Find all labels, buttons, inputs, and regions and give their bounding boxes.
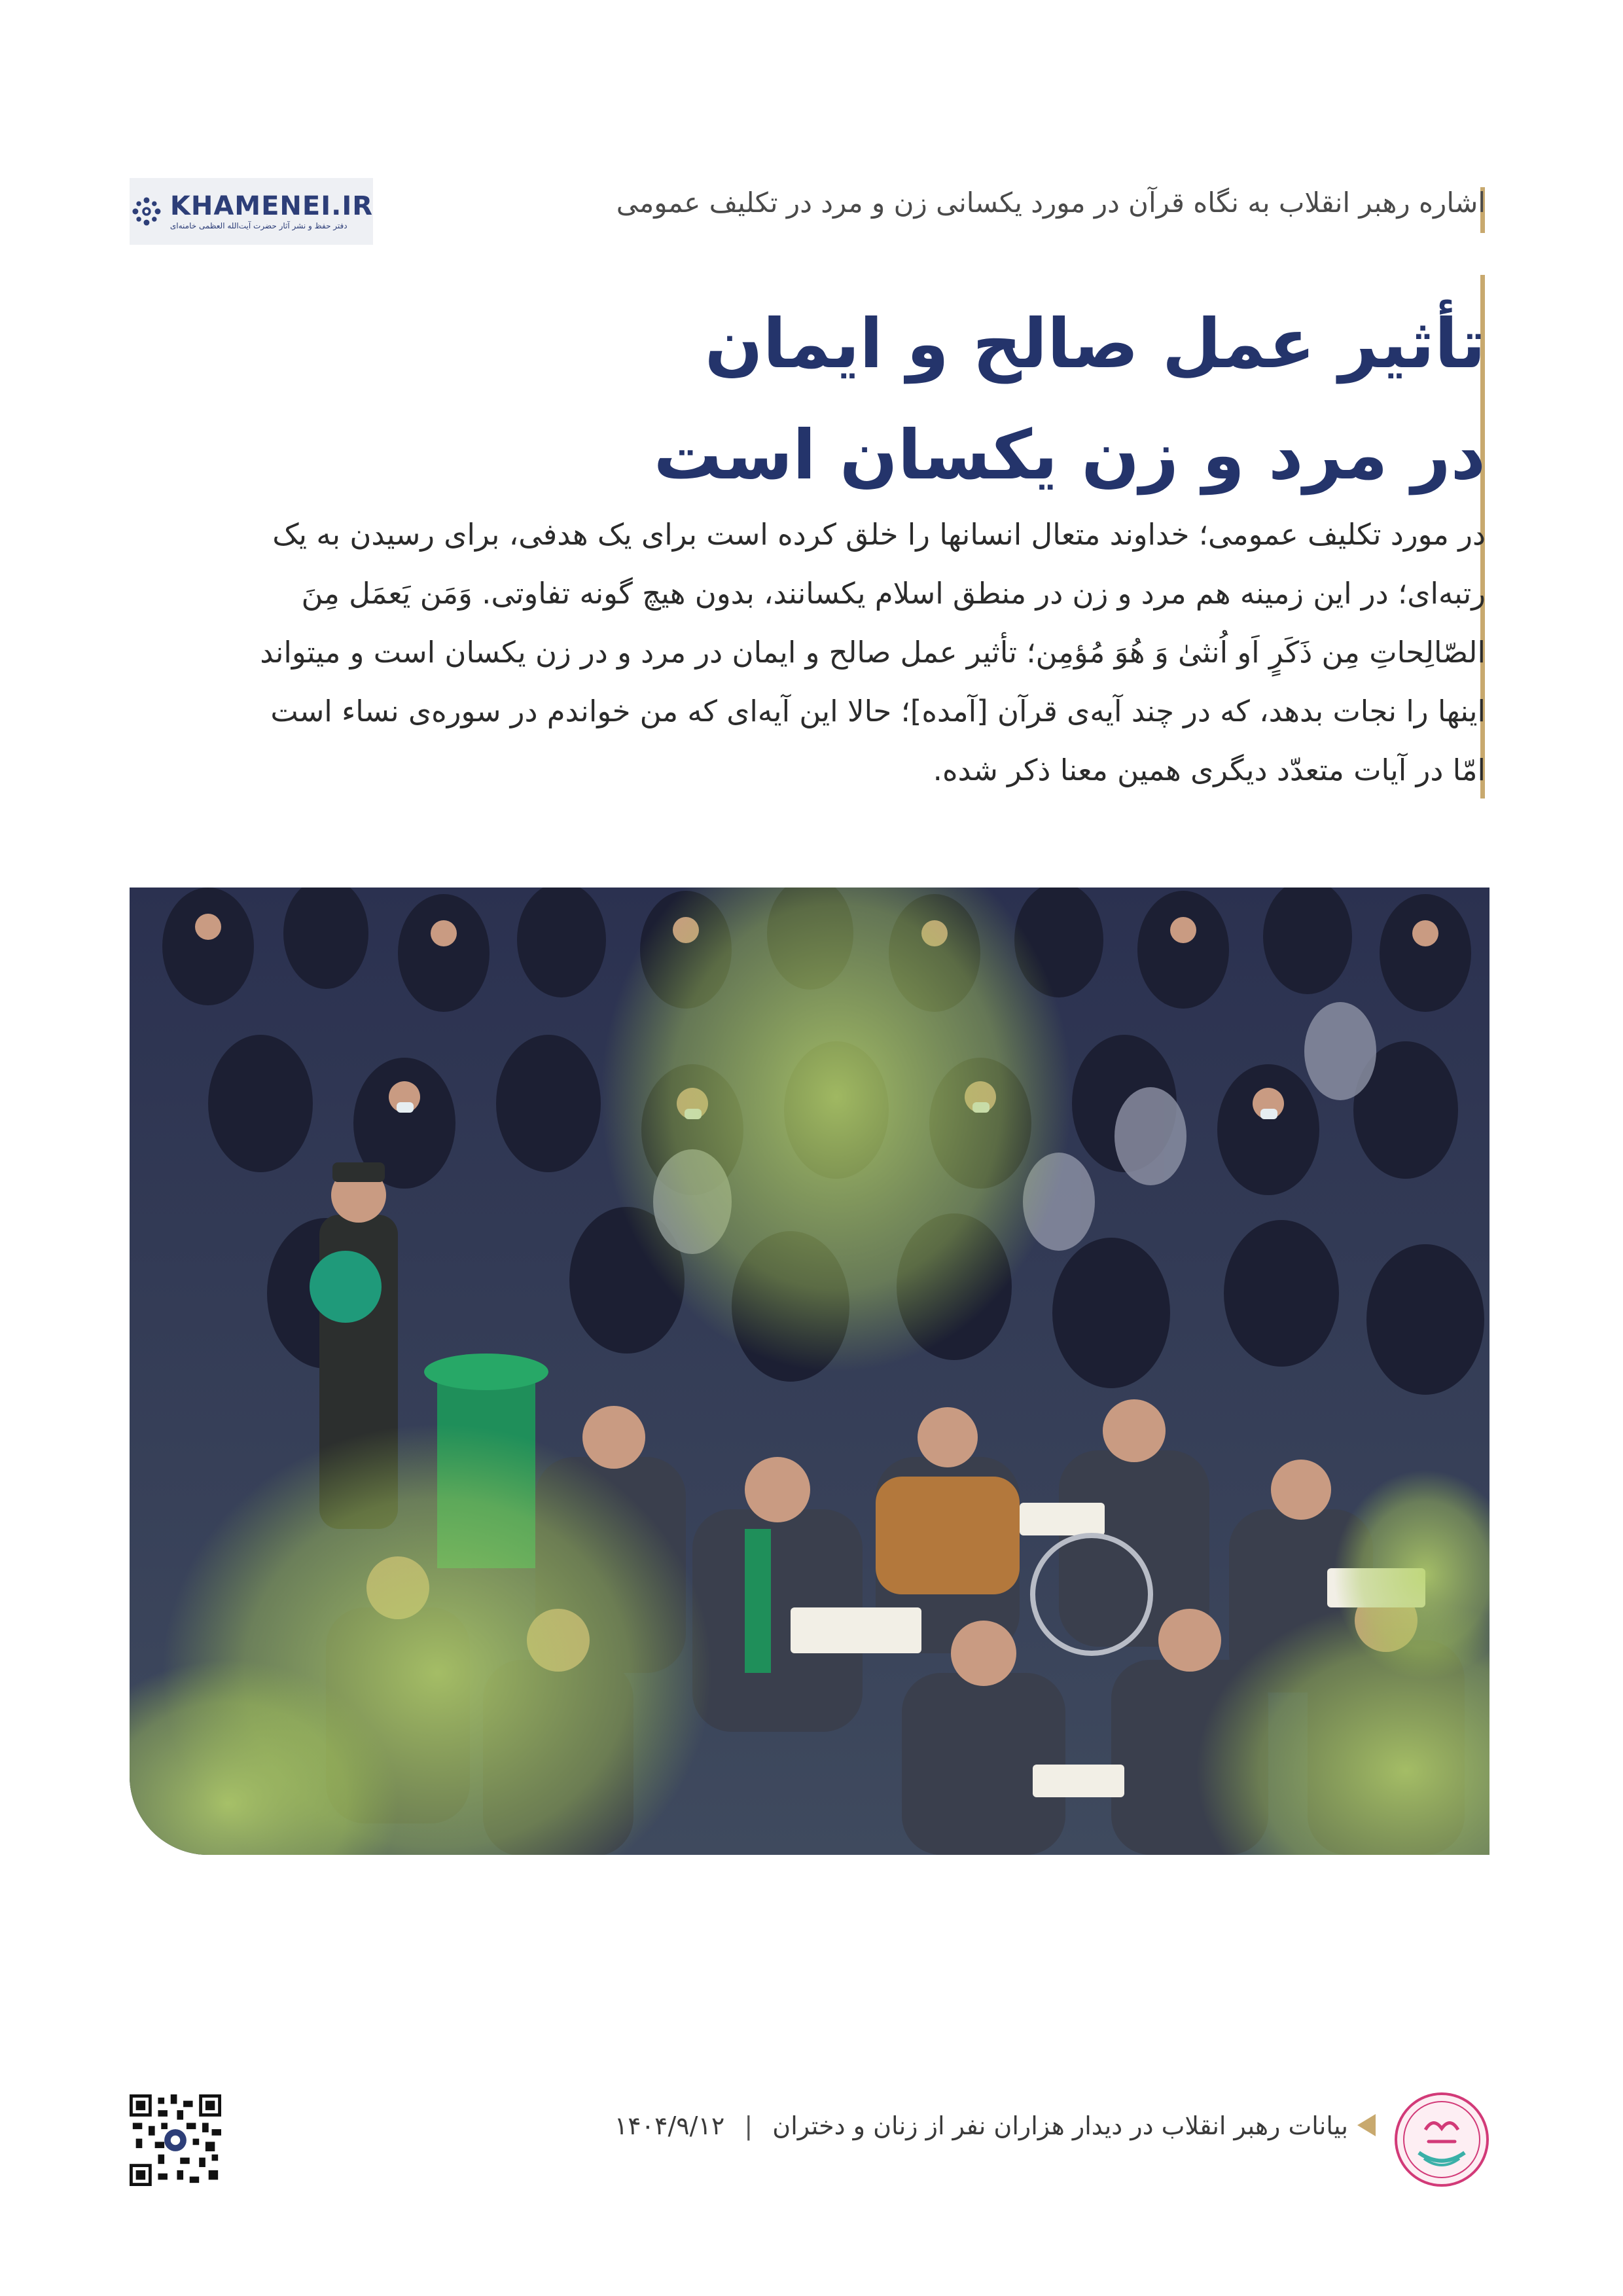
quote-body: در مورد تکلیف عمومی؛ خداوند متعال انسانها را خلق کرده است برای یک هدفی، برای رسیدن به یک رتبه‌ای؛ در این زمینه هم مرد و زن در منطق اسلام یکسانند، بدون هیچ گونه تفاوتی. وَمَن یَعمَل مِنَ الصّالِحاتِ مِن ذَکَرٍ اَو اُنثیٰ وَ هُوَ مُؤمِن؛ تأثیر عمل صالح و ایمان در مرد و در زن یکسان است و میتواند اینها را نجات بدهد، که در چند آیه‌ی قرآن [آمده]؛ حالا این آیه‌ای که من خواندم در سوره‌ی نساء است امّا در آیات متعدّد دیگری همین معنا ذکر شده. <box>260 517 1486 787</box>
footer-date: ۱۴۰۴/۹/۱۲ <box>614 2111 725 2140</box>
crowd-photo <box>130 888 1489 1855</box>
logo-mark-icon <box>130 188 164 234</box>
logo-text: KHAMENEI.IR <box>169 191 373 221</box>
footer-source: بیانات رهبر انقلاب در دیدار هزاران نفر از زنان و دختران <box>772 2111 1348 2140</box>
title-line-2: در مرد و زن یکسان است <box>653 415 1486 495</box>
logo-subtext: دفتر حفظ و نشر آثار حضرت آیت‌الله العظمی خامنه‌ای <box>169 221 348 230</box>
footer-separator: | <box>744 2111 753 2140</box>
page-title <box>242 288 1486 511</box>
supertitle: اشاره رهبر انقلاب به نگاه قرآن در مورد یکسانی زن و مرد در تکلیف عمومی <box>616 187 1486 219</box>
round-seal-emblem-icon <box>1393 2090 1491 2189</box>
title-line-1: تأثیر عمل صالح و ایمان <box>704 304 1486 384</box>
site-logo <box>130 178 373 245</box>
crowd-photo-illustration <box>130 888 1489 1855</box>
footer-caption <box>366 2106 1348 2145</box>
qr-code-icon[interactable] <box>130 2094 221 2186</box>
gold-triangle-arrow-icon <box>1357 2114 1376 2136</box>
